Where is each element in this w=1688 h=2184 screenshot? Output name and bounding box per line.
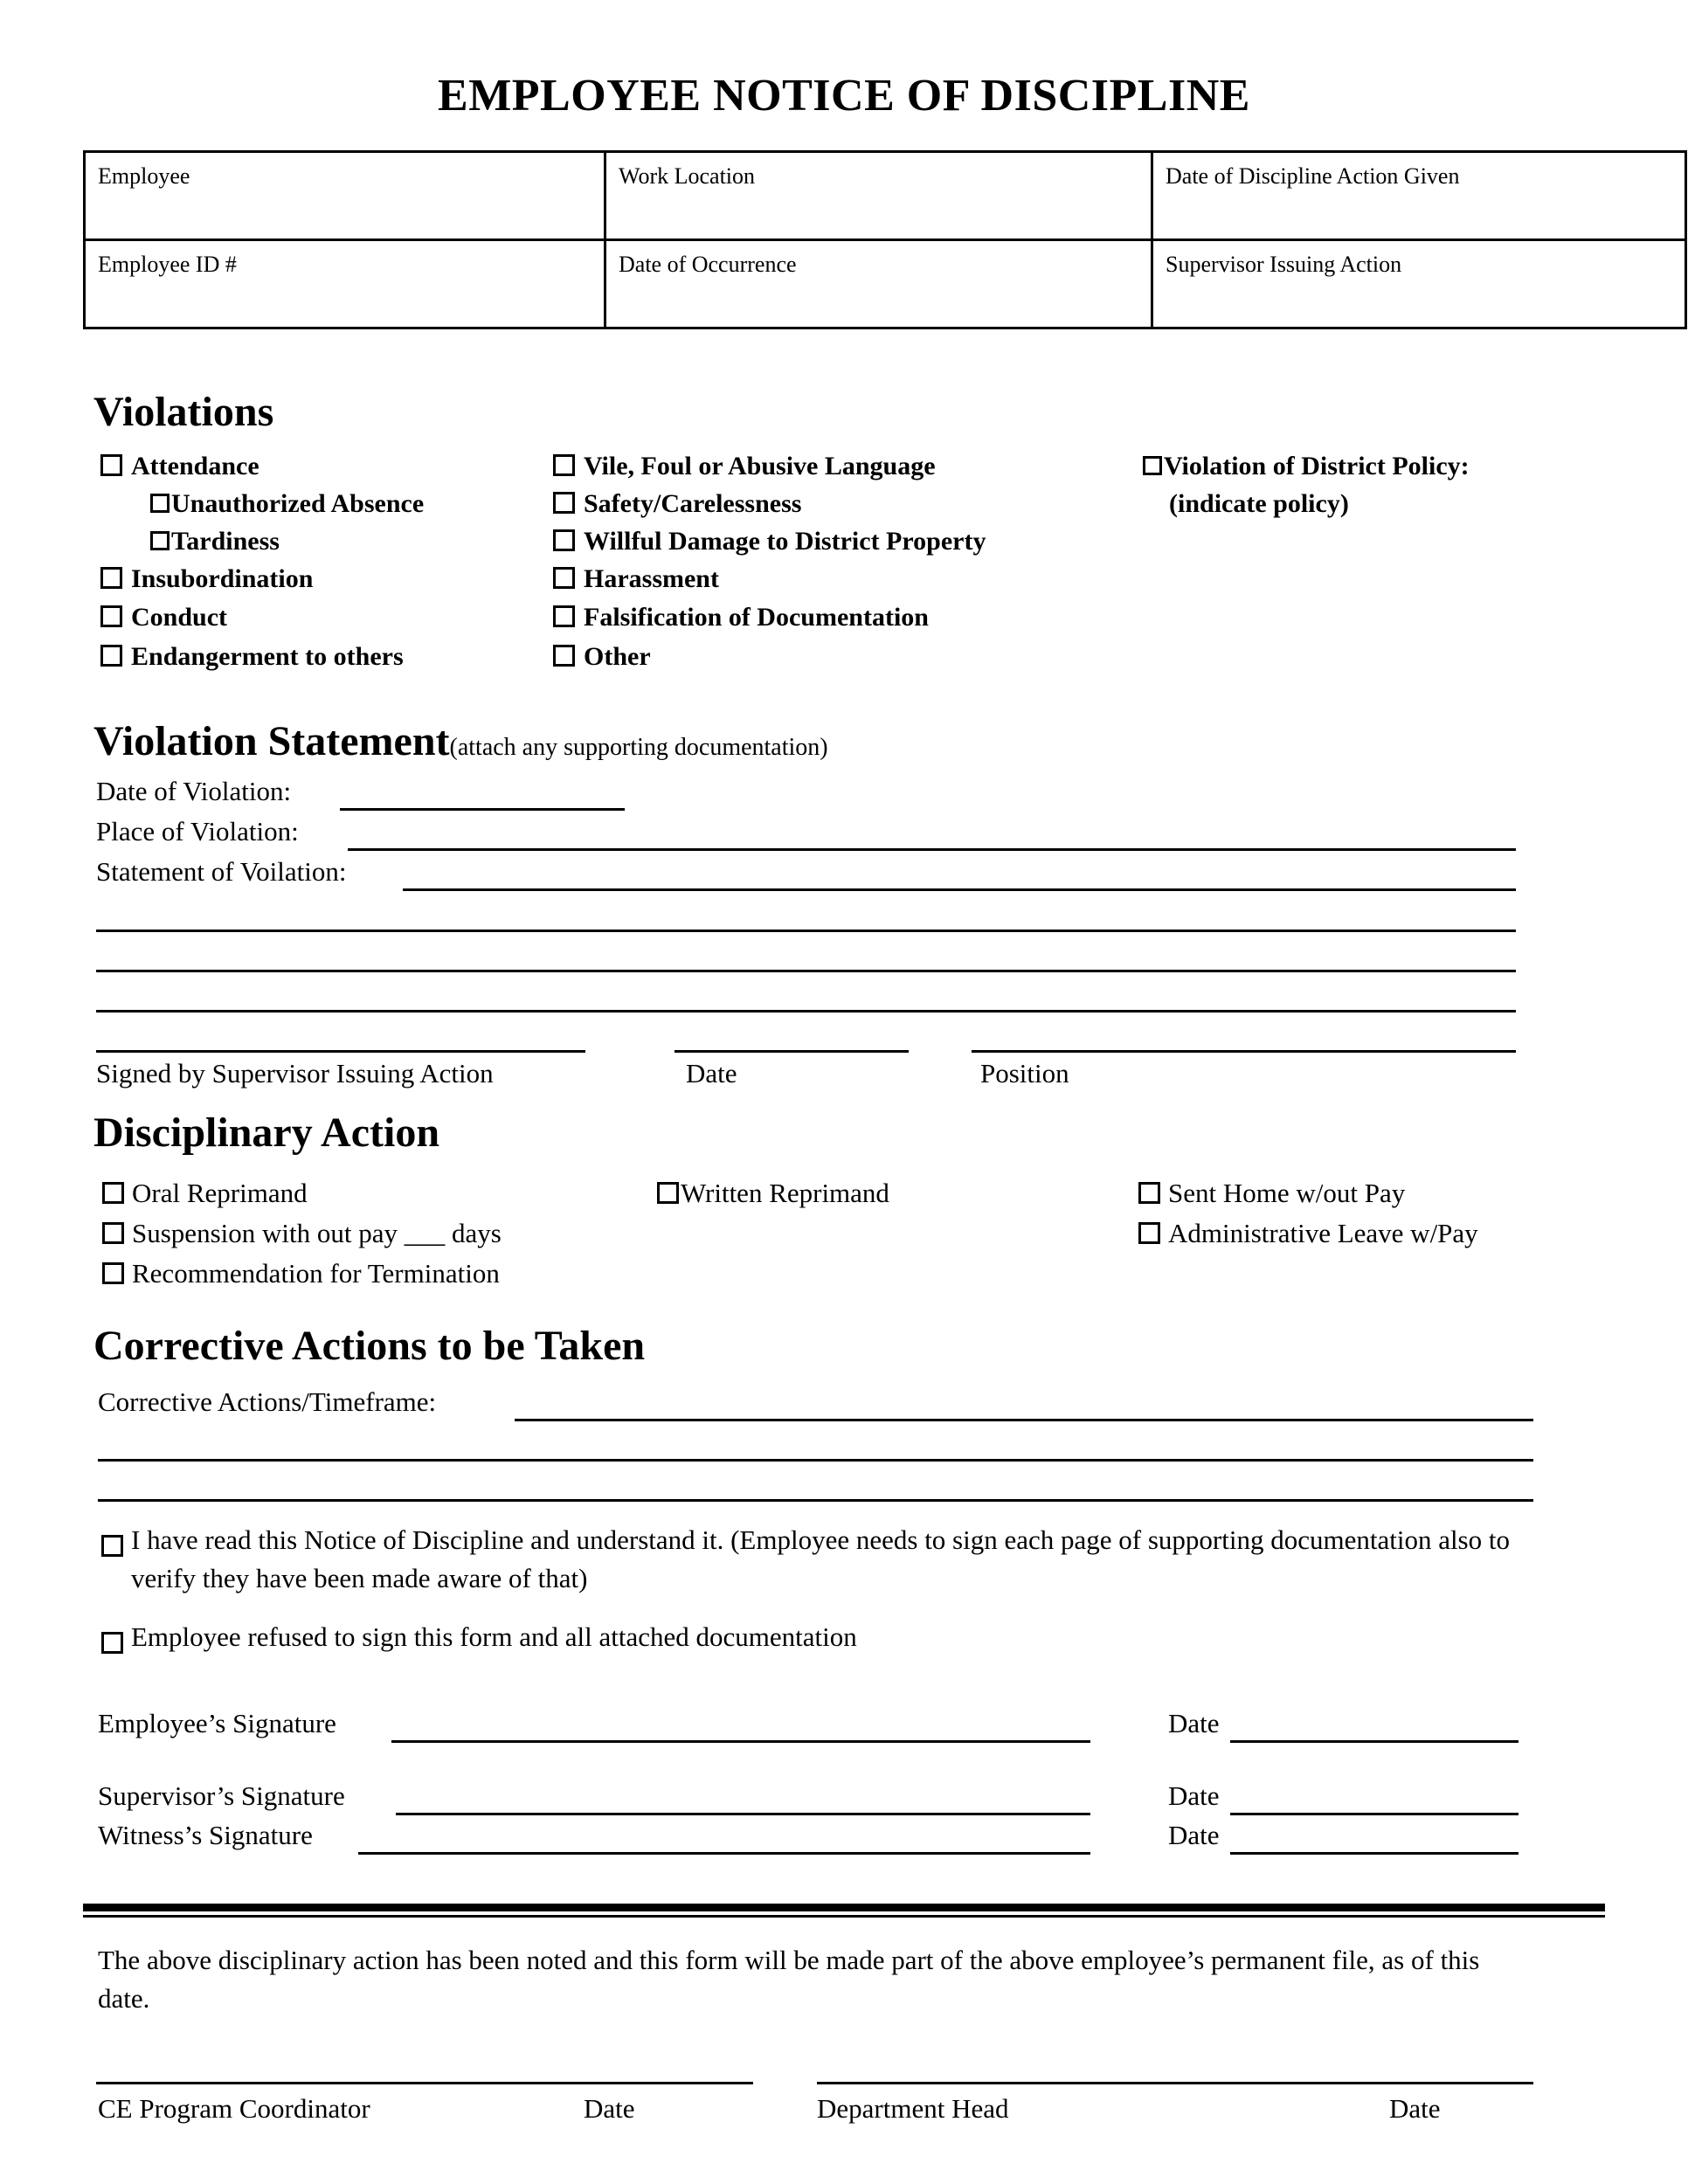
violation-label: Attendance	[131, 452, 259, 480]
violation-item-falsification[interactable]	[553, 605, 929, 631]
corrective-actions-blank-line[interactable]	[98, 1459, 1533, 1462]
violation-item-insubordination[interactable]	[100, 566, 313, 592]
discipline-item-oral-reprimand[interactable]	[102, 1179, 308, 1206]
violation-label: Conduct	[131, 603, 228, 632]
supervisor-date-blank[interactable]	[675, 1050, 909, 1053]
department-head-signature-blank[interactable]	[817, 2082, 1533, 2084]
violation-statement-heading-note: (attach any supporting documentation)	[449, 734, 828, 761]
checkbox-icon[interactable]	[553, 567, 575, 589]
checkbox-icon[interactable]	[1138, 1222, 1160, 1244]
discipline-label: Recommendation for Termination	[132, 1258, 500, 1289]
discipline-label: Sent Home w/out Pay	[1168, 1178, 1406, 1208]
checkbox-icon[interactable]	[553, 492, 575, 514]
violation-item-unauthorized-absence[interactable]	[150, 491, 424, 517]
checkbox-icon[interactable]	[102, 1182, 124, 1204]
checkbox-icon[interactable]	[553, 454, 575, 476]
statement-blank-line[interactable]	[96, 930, 1516, 932]
violation-item-tardiness[interactable]	[150, 529, 280, 555]
discipline-item-written-reprimand[interactable]	[657, 1179, 889, 1206]
discipline-label: Oral Reprimand	[132, 1178, 308, 1208]
violation-label: Falsification of Documentation	[584, 603, 929, 632]
date-of-violation-blank[interactable]	[340, 808, 625, 811]
discipline-item-sent-home[interactable]	[1138, 1179, 1405, 1206]
footer-separator-thick	[83, 1904, 1605, 1911]
supervisor-position-blank[interactable]	[972, 1050, 1516, 1053]
acknowledgement-read-text: I have read this Notice of Discipline and understand it. (Employee needs to sign each page of supporting documentation also to verify they have been made aware of that)	[131, 1524, 1510, 1594]
corrective-actions-blank[interactable]	[515, 1419, 1533, 1421]
corrective-actions-timeframe-label: Corrective Actions/Timeframe:	[98, 1386, 437, 1417]
footer-separator-thin	[83, 1915, 1605, 1918]
violation-label: Safety/Carelessness	[584, 489, 802, 518]
checkbox-icon[interactable]	[553, 529, 575, 551]
violation-item-endangerment[interactable]	[100, 644, 404, 670]
violation-label: Violation of District Policy:	[1164, 452, 1470, 480]
supervisor-issuing-action-cell[interactable]: Supervisor Issuing Action	[1152, 240, 1686, 328]
disciplinary-action-heading: Disciplinary Action	[93, 1109, 440, 1156]
discipline-item-suspension[interactable]	[102, 1220, 502, 1247]
checkbox-icon[interactable]	[1143, 456, 1162, 475]
supervisor-position-label: Position	[980, 1058, 1069, 1089]
checkbox-icon[interactable]	[100, 567, 122, 589]
supervisor-signature-date-blank[interactable]	[1230, 1813, 1519, 1815]
department-head-date-label: Date	[1389, 2093, 1441, 2124]
employee-signature-date-blank[interactable]	[1230, 1740, 1519, 1743]
employee-name-cell[interactable]: Employee	[85, 152, 605, 240]
witness-signature-date-blank[interactable]	[1230, 1852, 1519, 1855]
violation-item-harassment[interactable]	[553, 566, 719, 592]
corrective-actions-blank-line[interactable]	[98, 1499, 1533, 1502]
corrective-actions-heading: Corrective Actions to be Taken	[93, 1323, 646, 1369]
employee-signature-blank[interactable]	[391, 1740, 1090, 1743]
employee-signature-label: Employee’s Signature	[98, 1708, 336, 1738]
violation-label: Harassment	[584, 564, 719, 593]
violation-item-other[interactable]	[553, 644, 651, 670]
table-row	[85, 240, 1686, 328]
discipline-label: Suspension with out pay ___ days	[132, 1218, 502, 1248]
violation-label: Unauthorized Absence	[171, 489, 425, 518]
witness-signature-blank[interactable]	[358, 1852, 1090, 1855]
place-of-violation-label: Place of Violation:	[96, 816, 299, 847]
checkbox-icon[interactable]	[553, 605, 575, 627]
discipline-item-admin-leave[interactable]	[1138, 1220, 1478, 1247]
department-head-label: Department Head	[817, 2093, 1009, 2124]
violation-statement-heading	[93, 718, 828, 764]
violation-statement-heading-text: Violation Statement	[93, 718, 450, 764]
checkbox-icon[interactable]	[657, 1182, 679, 1204]
checkbox-icon[interactable]	[150, 494, 169, 513]
checkbox-icon[interactable]	[150, 531, 169, 550]
page-title: EMPLOYEE NOTICE OF DISCIPLINE	[438, 71, 1250, 121]
violation-policy-note: (indicate policy)	[1169, 489, 1349, 518]
supervisor-signature-date-label: Date	[1168, 1780, 1220, 1811]
witness-signature-label: Witness’s Signature	[98, 1820, 313, 1850]
violation-item-attendance[interactable]	[100, 453, 259, 480]
supervisor-signature-blank[interactable]	[396, 1813, 1090, 1815]
violation-label: Other	[584, 642, 651, 671]
table-row	[85, 152, 1686, 240]
checkbox-icon[interactable]	[553, 645, 575, 667]
statement-of-violation-label: Statement of Voilation:	[96, 856, 347, 887]
place-of-violation-blank[interactable]	[348, 848, 1516, 851]
checkbox-icon[interactable]	[101, 1632, 123, 1654]
supervisor-signature-label: Supervisor’s Signature	[98, 1780, 345, 1811]
violation-label: Tardiness	[171, 527, 280, 556]
violation-label: Insubordination	[131, 564, 314, 593]
statement-blank-line[interactable]	[96, 1010, 1516, 1013]
discipline-label: Written Reprimand	[681, 1178, 889, 1208]
work-location-cell[interactable]: Work Location	[605, 152, 1152, 240]
checkbox-icon[interactable]	[100, 605, 122, 627]
violation-item-willful-damage[interactable]	[553, 529, 986, 555]
ce-program-coordinator-label: CE Program Coordinator	[98, 2093, 370, 2124]
checkbox-icon[interactable]	[102, 1262, 124, 1284]
discipline-item-termination[interactable]	[102, 1260, 500, 1287]
checkbox-icon[interactable]	[102, 1222, 124, 1244]
violation-item-safety-carelessness[interactable]	[553, 491, 801, 517]
checkbox-icon[interactable]	[1138, 1182, 1160, 1204]
signed-by-supervisor-label: Signed by Supervisor Issuing Action	[96, 1058, 494, 1089]
violation-item-vile-language[interactable]	[553, 453, 936, 480]
checkbox-icon[interactable]	[100, 454, 122, 476]
supervisor-date-label: Date	[686, 1058, 737, 1089]
ce-coordinator-signature-blank[interactable]	[96, 2082, 753, 2084]
violation-label: Endangerment to others	[131, 642, 404, 671]
discipline-label: Administrative Leave w/Pay	[1168, 1218, 1478, 1248]
statement-of-violation-blank[interactable]	[403, 888, 1516, 891]
supervisor-signature-blank[interactable]	[96, 1050, 585, 1053]
ce-program-coordinator-date-label: Date	[584, 2093, 635, 2124]
date-of-discipline-action-cell[interactable]: Date of Discipline Action Given	[1152, 152, 1686, 240]
violation-label: Willful Damage to District Property	[584, 527, 986, 556]
checkbox-icon[interactable]	[100, 645, 122, 667]
violations-heading: Violations	[93, 389, 274, 435]
violation-item-conduct[interactable]	[100, 605, 227, 631]
violation-item-district-policy[interactable]	[1143, 453, 1470, 480]
footer-notice-text: The above disciplinary action has been noted and this form will be made part of the above employee’s permanent file, as of this date.	[98, 1945, 1480, 2015]
violation-label: Vile, Foul or Abusive Language	[584, 452, 936, 480]
employee-signature-date-label: Date	[1168, 1708, 1220, 1738]
employee-id-cell[interactable]: Employee ID #	[85, 240, 605, 328]
date-of-occurrence-cell[interactable]: Date of Occurrence	[605, 240, 1152, 328]
witness-signature-date-label: Date	[1168, 1820, 1220, 1850]
checkbox-icon[interactable]	[101, 1535, 123, 1557]
statement-blank-line[interactable]	[96, 970, 1516, 972]
date-of-violation-label: Date of Violation:	[96, 776, 292, 806]
employee-info-table	[83, 150, 1687, 329]
acknowledgement-refused-text: Employee refused to sign this form and all attached documentation	[131, 1621, 857, 1652]
